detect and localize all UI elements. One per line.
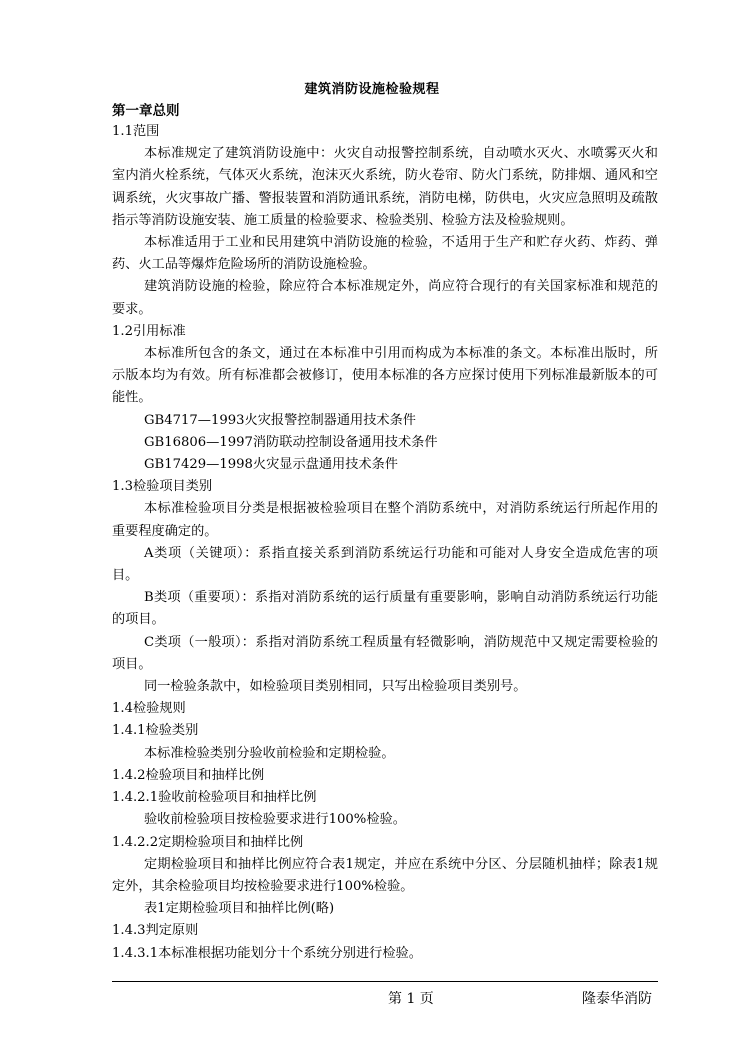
body-paragraph: 验收前检验项目按检验要求进行100%检验。 xyxy=(144,812,406,828)
body-paragraph: 本标准检验类别分验收前检验和定期检验。 xyxy=(144,745,395,761)
body-paragraph: 同一检验条款中，如检验项目类别相同，只写出检验项目类别号。 xyxy=(144,679,527,695)
body-paragraph: 本标准适用于工业和民用建筑中消防设施的检验，不适用于生产和贮存火药、炸药、弹药、火工品等爆炸危险场所的消防设施检验。 xyxy=(112,235,658,273)
body-paragraph: 表1定期检验项目和抽样比例(略) xyxy=(144,901,335,917)
body-paragraph: B类项（重要项）：系指对消防系统的运行质量有重要影响，影响自动消防系统运行功能的项目。 xyxy=(112,590,658,628)
document-title: 建筑消防设施检验规程 xyxy=(304,82,440,97)
section-heading: 1.3检验项目类别 xyxy=(112,479,213,495)
section-heading: 1.4.3.1本标准根据功能划分十个系统分别进行检验。 xyxy=(112,945,422,961)
section-heading: 1.4.2检验项目和抽样比例 xyxy=(112,767,265,783)
section-heading: 1.4.1检验类别 xyxy=(112,723,199,739)
footer-divider xyxy=(112,981,658,982)
footer-company: 隆泰华消防 xyxy=(582,991,652,1007)
section-heading: 1.4.2.1验收前检验项目和抽样比例 xyxy=(112,790,317,806)
reference-item: GB17429—1998火灾显示盘通用技术条件 xyxy=(144,457,398,473)
reference-item: GB16806—1997消防联动控制设备通用技术条件 xyxy=(144,434,438,450)
body-paragraph: C类项（一般项）：系指对消防系统工程质量有轻微影响，消防规范中又规定需要检验的项目。 xyxy=(112,634,658,672)
body-paragraph: 定期检验项目和抽样比例应符合表1规定，并应在系统中分区、分层随机抽样；除表1规定外，其余检验项目均按检验要求进行100%检验。 xyxy=(112,856,658,894)
section-heading: 1.1范围 xyxy=(112,124,160,139)
body-paragraph: 建筑消防设施的检验，除应符合本标准规定外，尚应符合现行的有关国家标准和规范的要求。 xyxy=(112,279,658,317)
chapter-heading: 第一章总则 xyxy=(112,103,180,119)
section-heading: 1.2引用标准 xyxy=(112,323,186,339)
body-paragraph: 本标准检验项目分类是根据被检验项目在整个消防系统中，对消防系统运行所起作用的重要程度确定的。 xyxy=(112,501,658,539)
document-body xyxy=(112,121,658,965)
body-paragraph: 本标准规定了建筑消防设施中：火灾自动报警控制系统，自动喷水灭火、水喷雾灭火和室内消火栓系统，气体灭火系统，泡沫灭火系统，防火卷帘、防火门系统，防排烟、通风和空调系统，火灾事故广播、警报装置和消防通讯系统，消防电梯，防供电，火灾应急照明及疏散指示等消防设施安装、施工质量的检验要求、检验类别、检验方法及检验规则。 xyxy=(112,146,658,228)
reference-item: GB4717—1993火灾报警控制器通用技术条件 xyxy=(144,412,416,428)
body-paragraph: 本标准所包含的条文，通过在本标准中引用而构成为本标准的条文。本标准出版时，所示版本均为有效。所有标准都会被修订，使用本标准的各方应探讨使用下列标准最新版本的可能性。 xyxy=(112,346,658,406)
section-heading: 1.4检验规则 xyxy=(112,701,186,717)
section-heading: 1.4.3判定原则 xyxy=(112,923,199,939)
body-paragraph: A类项（关键项）：系指直接关系到消防系统运行功能和可能对人身安全造成危害的项目。 xyxy=(112,545,658,584)
section-heading: 1.4.2.2定期检验项目和抽样比例 xyxy=(112,834,304,850)
page-number: 第 1 页 xyxy=(388,991,434,1007)
